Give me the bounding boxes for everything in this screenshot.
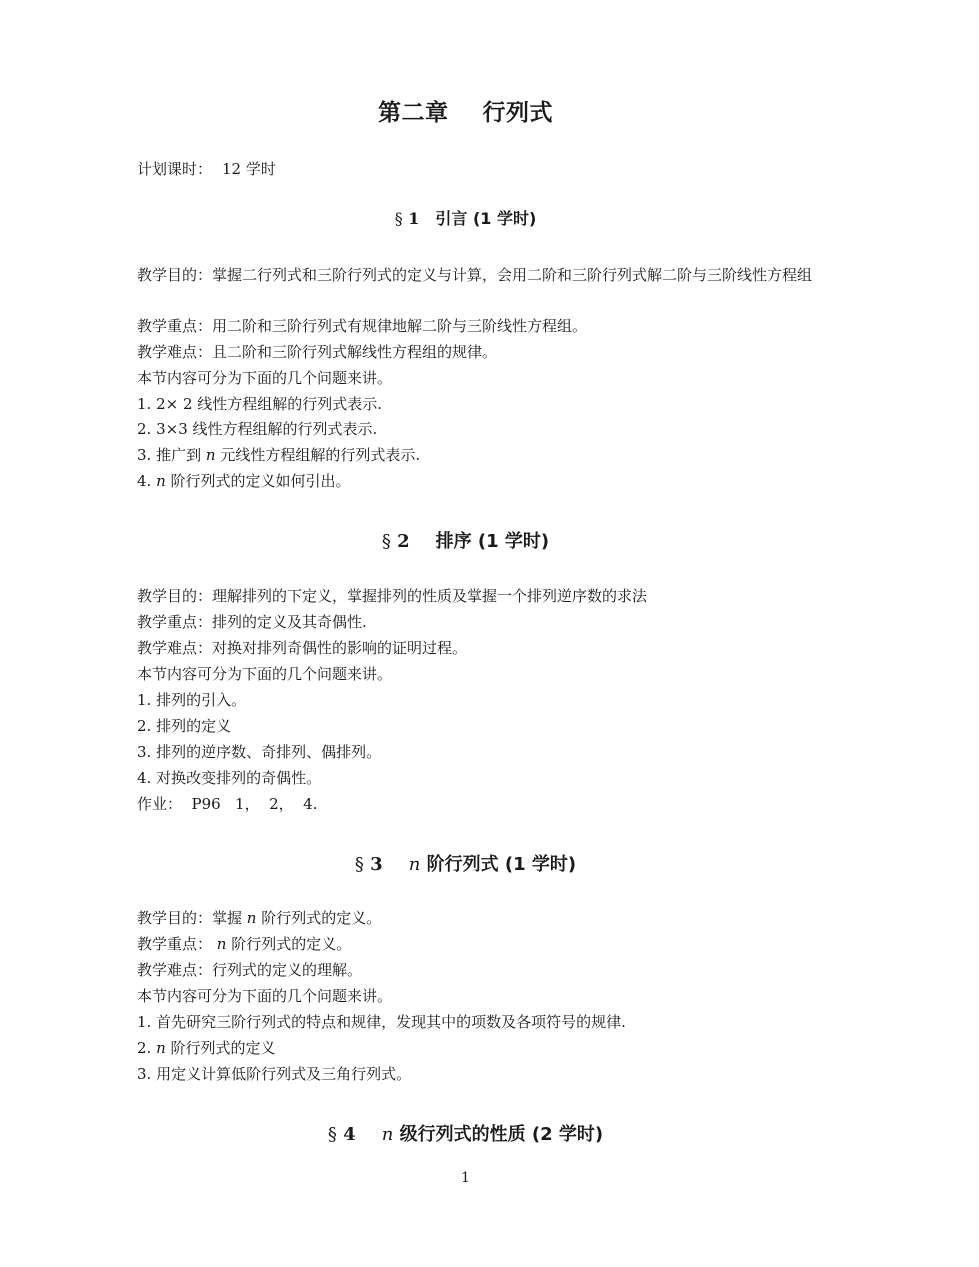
list-item: 1. 2× 2 线性方程组解的行列式表示. (137, 395, 383, 413)
plan-hours (137, 158, 276, 179)
plan-hours-label: 计划课时： (137, 160, 213, 178)
section-1-goal: 教学目的：掌握二行列式和三阶行列式的定义与计算，会用二阶和三阶行列式解二阶与三阶线性方程组 (137, 266, 813, 284)
section-2-intro: 本节内容可分为下面的几个问题来讲。 (137, 665, 393, 683)
section-2-key-point: 教学重点：排列的定义及其奇偶性. (137, 613, 367, 631)
section-2-difficulty: 教学难点：对换对排列奇偶性的影响的证明过程。 (137, 639, 468, 657)
section-title: 引言 (1 学时) (435, 209, 537, 228)
section-1-intro: 本节内容可分为下面的几个问题来讲。 (137, 369, 393, 387)
section-title-var: n (408, 854, 421, 875)
chapter-title-text: 行列式 (482, 100, 553, 126)
list-item: 2. 排列的定义 (137, 717, 232, 735)
section-1-key-point: 教学重点：用二阶和三阶行列式有规律地解二阶与三阶线性方程组。 (137, 317, 588, 335)
section-1-heading (0, 206, 931, 229)
list-item: 2. n 阶行列式的定义 (137, 1039, 276, 1057)
section-3-difficulty: 教学难点：行列式的定义的理解。 (137, 961, 363, 979)
section-title: 排序 (1 学时) (435, 531, 550, 552)
list-item: 3. 排列的逆序数、奇排列、偶排列。 (137, 743, 382, 761)
section-2-homework: 作业： P96 1， 2， 4. (137, 795, 318, 813)
plan-hours-value: 12 学时 (222, 160, 276, 178)
section-number: 4 (343, 1124, 356, 1145)
page-number: 1 (461, 1170, 470, 1186)
section-1-difficulty: 教学难点：且二阶和三阶行列式解线性方程组的规律。 (137, 343, 498, 361)
section-number: 1 (408, 209, 420, 228)
list-item: 4. n 阶行列式的定义如何引出。 (137, 472, 351, 490)
section-title: 阶行列式 (1 学时) (426, 854, 577, 875)
list-item: 1. 首先研究三阶行列式的特点和规律，发现其中的项数及各项符号的规律. (137, 1013, 626, 1031)
section-4-heading (0, 1120, 931, 1146)
chapter-title (0, 94, 931, 127)
section-symbol: § (381, 531, 391, 552)
section-3-key-point: 教学重点： n 阶行列式的定义。 (137, 935, 352, 953)
chapter-title-number: 第二章 (378, 100, 449, 126)
section-symbol: § (354, 854, 364, 875)
section-3-heading (0, 850, 931, 876)
list-item: 1. 排列的引入。 (137, 691, 247, 709)
list-item: 4. 对换改变排列的奇偶性。 (137, 769, 322, 787)
section-3-intro: 本节内容可分为下面的几个问题来讲。 (137, 987, 393, 1005)
list-item: 2. 3×3 线性方程组解的行列式表示. (137, 420, 378, 438)
section-3-goal: 教学目的：掌握 n 阶行列式的定义。 (137, 909, 382, 927)
list-item: 3. 推广到 n 元线性方程组解的行列式表示. (137, 446, 421, 464)
list-item: 3. 用定义计算低阶行列式及三角行列式。 (137, 1065, 412, 1083)
section-title-var: n (381, 1124, 394, 1145)
section-number: 3 (370, 854, 383, 875)
section-title: 级行列式的性质 (2 学时) (399, 1124, 604, 1145)
section-number: 2 (397, 531, 410, 552)
section-2-goal: 教学目的：理解排列的下定义，掌握排列的性质及掌握一个排列逆序数的求法 (137, 587, 648, 605)
section-symbol: § (394, 209, 403, 228)
section-2-heading (0, 527, 931, 553)
section-symbol: § (327, 1124, 337, 1145)
